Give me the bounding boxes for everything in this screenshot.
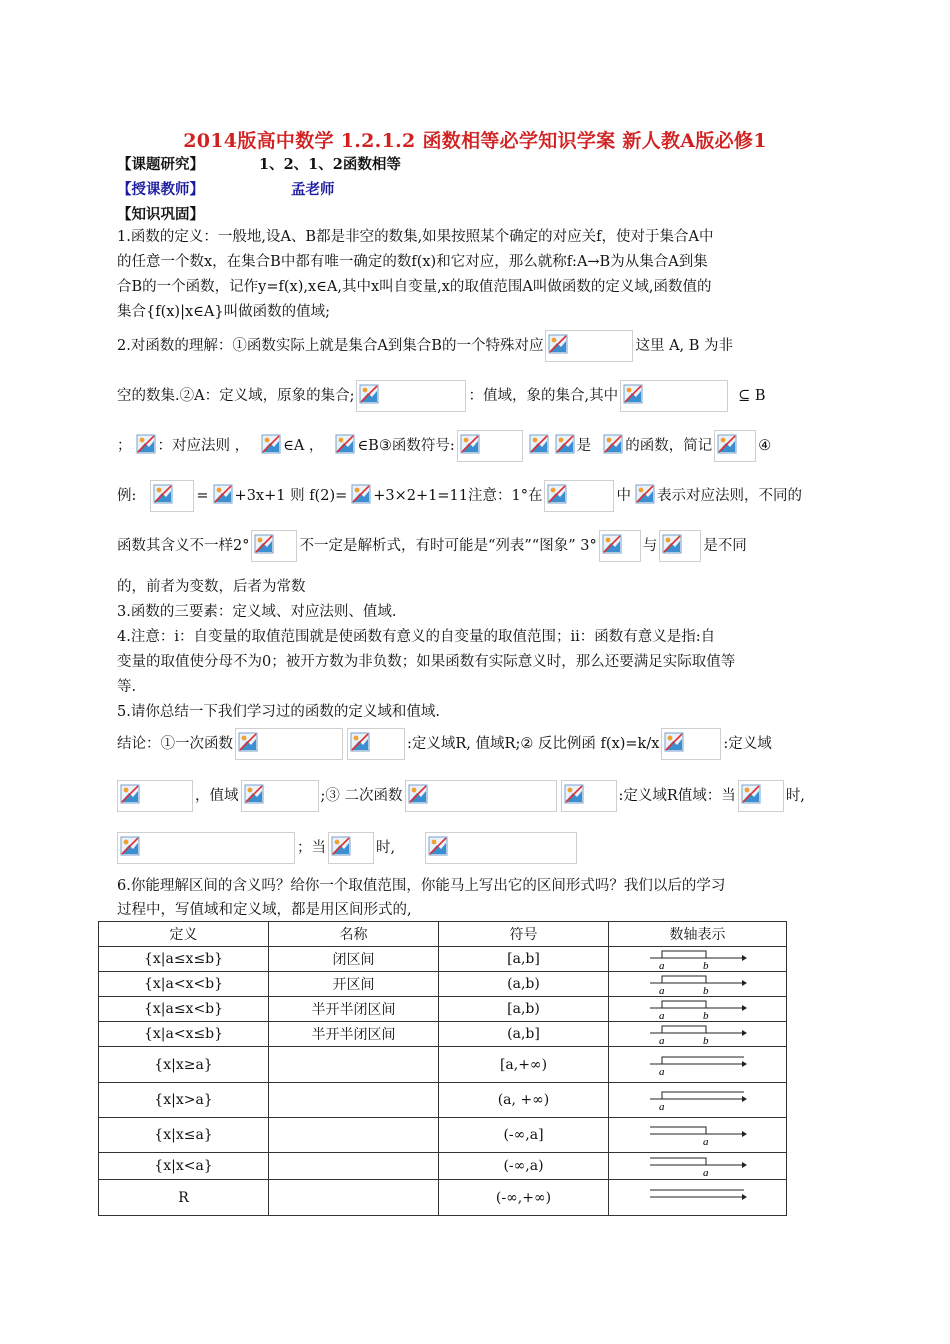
name-cell: 半开半闭区间 [269, 1022, 439, 1047]
name-cell [269, 1083, 439, 1118]
image-placeholder [661, 728, 721, 760]
axis-cell [609, 1118, 787, 1153]
text: 时, [376, 840, 396, 856]
symbol-cell: (-∞,a) [439, 1153, 609, 1180]
para5: 5.请你总结一下我们学习过的函数的定义域和值域. [117, 704, 440, 720]
text: ； [117, 438, 132, 454]
broken-image-icon [254, 534, 274, 554]
name-cell: 半开半闭区间 [269, 997, 439, 1022]
broken-image-icon [548, 334, 568, 354]
axis-label: a [658, 1035, 664, 1045]
name-cell [269, 1047, 439, 1083]
symbol-cell: [a,+∞) [439, 1047, 609, 1083]
axis-cell [609, 1083, 787, 1118]
topic-row [117, 153, 401, 174]
para4-line3: 等. [117, 679, 137, 695]
broken-image-icon [603, 434, 623, 454]
broken-image-icon [547, 484, 567, 504]
axis-cell [609, 1047, 787, 1083]
interval-bracket [650, 1158, 706, 1165]
text: ⊆ B [738, 388, 766, 404]
conclusion-line3 [117, 832, 579, 864]
definition-cell: {x|a<x≤b} [99, 1022, 269, 1047]
document-title: 2014版高中数学 1.2.1.2 函数相等必学知识学案 新人教A版必修1 [183, 130, 767, 152]
axis-label: a [658, 1101, 664, 1113]
symbol-cell: [a,b] [439, 947, 609, 972]
arrow-icon [742, 1194, 747, 1200]
broken-image-icon [335, 434, 355, 454]
para2-line5 [117, 530, 747, 562]
definition-cell: {x|x≥a} [99, 1047, 269, 1083]
broken-image-icon [428, 836, 448, 856]
text: ④ [758, 438, 772, 454]
axis-label: a [702, 1167, 708, 1178]
axis-label: a [658, 960, 664, 970]
text: 表示对应法则，不同的 [656, 488, 802, 504]
symbol-cell: (a,b) [439, 972, 609, 997]
text: ∈B③函数符号: [357, 438, 455, 454]
text: 2.对函数的理解：①函数实际上就是集合A到集合B的一个特殊对应 [117, 338, 544, 354]
arrow-icon [742, 1162, 747, 1168]
axis-cell [609, 1153, 787, 1180]
text: ∈A ， [283, 438, 324, 454]
broken-image-icon [623, 384, 643, 404]
broken-image-icon [635, 484, 655, 504]
text: +3x+1 则 f(2)= [234, 488, 348, 504]
axis-label: a [702, 1136, 708, 1148]
number-line [648, 948, 748, 970]
table-row [99, 1153, 787, 1180]
definition-cell: {x|x<a} [99, 1153, 269, 1180]
text: ：对应法则 ， [157, 438, 250, 454]
broken-image-icon [408, 784, 428, 804]
table-row [99, 1118, 787, 1153]
arrow-icon [742, 1030, 747, 1036]
text: 时, [785, 788, 805, 804]
para1-line2: 的任意一个数x，在集合B中都有唯一确定的数f(x)和它对应，那么就称f:A→B为从集合A到集 [117, 254, 708, 270]
teacher-label: 【授课教师】 [117, 181, 204, 198]
definition-cell: {x|x≤a} [99, 1118, 269, 1153]
symbol-cell: (a,b] [439, 1022, 609, 1047]
para4-line1: 4.注意：i：自变量的取值范围就是使函数有意义的自变量的取值范围；ii：函数有意义是指:自 [117, 629, 716, 645]
text: :定义域R, 值域R;② 反比例函 f(x)=k/x [407, 736, 660, 752]
para2-line4 [117, 480, 802, 512]
axis-label: a [658, 1065, 664, 1078]
image-placeholder [601, 431, 623, 461]
broken-image-icon [741, 784, 761, 804]
image-placeholder [714, 430, 756, 462]
broken-image-icon [529, 434, 549, 454]
axis-cell [609, 1022, 787, 1047]
text: 例: [117, 488, 137, 504]
image-placeholder [251, 530, 297, 562]
axis-label: b [702, 1010, 708, 1020]
number-line [648, 1050, 748, 1080]
symbol-cell: [a,b) [439, 997, 609, 1022]
arrow-icon [742, 1061, 747, 1067]
text: 这里 A, B 为非 [635, 338, 734, 354]
table-row [99, 1083, 787, 1118]
teacher-value: 孟老师 [291, 181, 335, 198]
broken-image-icon [664, 732, 684, 752]
image-placeholder [328, 832, 374, 864]
header-axis: 数轴表示 [609, 922, 787, 947]
symbol-cell: (-∞,+∞) [439, 1180, 609, 1216]
text: 函数其含义不一样2° [117, 538, 250, 554]
para1-line3: 合B的一个函数，记作y=f(x),x∈A,其中x叫自变量,x的取值范围A叫做函数的定义域,函数值的 [117, 279, 712, 295]
image-placeholder [659, 530, 701, 562]
broken-image-icon [555, 434, 575, 454]
image-placeholder [150, 480, 194, 512]
text: 结论：①一次函数 [117, 736, 233, 752]
text: ；当 [297, 840, 326, 856]
broken-image-icon [460, 434, 480, 454]
axis-label: b [702, 985, 708, 995]
broken-image-icon [153, 484, 173, 504]
number-line [648, 1023, 748, 1045]
axis-cell [609, 972, 787, 997]
table-row [99, 997, 787, 1022]
image-placeholder [211, 481, 233, 511]
image-placeholder [527, 431, 549, 461]
broken-image-icon [662, 534, 682, 554]
table-row [99, 1180, 787, 1216]
interval-bracket [662, 1092, 744, 1099]
header-name: 名称 [269, 922, 439, 947]
text: 中 [616, 488, 631, 504]
image-placeholder [349, 481, 371, 511]
para2-line2 [117, 380, 766, 412]
conclusion-line2 [117, 780, 805, 812]
number-line [648, 973, 748, 995]
table-row [99, 1022, 787, 1047]
image-placeholder [356, 380, 466, 412]
name-cell [269, 1118, 439, 1153]
para3: 3.函数的三要素：定义域、对应法则、值域. [117, 604, 397, 620]
axis-cell [609, 997, 787, 1022]
para6-line2: 过程中，写值域和定义域，都是用区间形式的, [117, 902, 412, 918]
symbol-cell: (-∞,a] [439, 1118, 609, 1153]
broken-image-icon [261, 434, 281, 454]
arrow-icon [742, 980, 747, 986]
name-cell: 开区间 [269, 972, 439, 997]
text: 空的数集.②A：定义域，原象的集合; [117, 388, 355, 404]
interval-table [98, 921, 787, 1216]
name-cell: 闭区间 [269, 947, 439, 972]
broken-image-icon [717, 434, 737, 454]
definition-cell: {x|a≤x≤b} [99, 947, 269, 972]
broken-image-icon [331, 836, 351, 856]
broken-image-icon [120, 836, 140, 856]
para2-line6: 的，前者为变数，后者为常数 [117, 579, 306, 595]
broken-image-icon [602, 534, 622, 554]
text: 是不同 [703, 538, 747, 554]
table-row [99, 947, 787, 972]
text: ，值域 [195, 788, 239, 804]
broken-image-icon [351, 484, 371, 504]
text: 的函数，简记 [625, 438, 713, 454]
arrow-icon [742, 1131, 747, 1137]
name-cell [269, 1180, 439, 1216]
broken-image-icon [359, 384, 379, 404]
axis-cell [609, 1180, 787, 1216]
teacher-row [117, 178, 335, 199]
interval-bracket [662, 976, 706, 983]
broken-image-icon [136, 434, 156, 454]
number-line [648, 998, 748, 1020]
interval-bracket [662, 1057, 744, 1064]
text: ;③ 二次函数 [320, 788, 403, 804]
definition-cell: {x|a≤x<b} [99, 997, 269, 1022]
axis-cell [609, 947, 787, 972]
text: :定义域 [723, 736, 772, 752]
para4-line2: 变量的取值使分母不为0；被开方数为非负数；如果函数有实际意义时，那么还要满足实际取值等 [117, 654, 736, 670]
image-placeholder [235, 728, 343, 760]
arrow-icon [742, 1096, 747, 1102]
text: 与 [642, 538, 658, 554]
image-placeholder [620, 380, 728, 412]
table-row [99, 972, 787, 997]
image-placeholder [347, 728, 405, 760]
broken-image-icon [213, 484, 233, 504]
broken-image-icon [350, 732, 370, 752]
text: = [196, 488, 209, 504]
interval-bracket [662, 1001, 706, 1008]
number-line [648, 1085, 748, 1115]
interval-bracket [650, 1127, 706, 1134]
axis-label: b [702, 960, 708, 970]
image-placeholder [405, 780, 557, 812]
header-definition: 定义 [99, 922, 269, 947]
axis-label: b [702, 1035, 708, 1045]
text: 是 [576, 438, 592, 454]
text: +3×2+1=11注意：1°在 [373, 488, 543, 504]
para1-line1: 1.函数的定义：一般地,设A、B都是非空的数集,如果按照某个确定的对应关f，使对于集合A中 [117, 229, 714, 245]
axis-label: a [658, 985, 664, 995]
broken-image-icon [238, 732, 258, 752]
axis-label: a [658, 1010, 664, 1020]
symbol-cell: (a, +∞) [439, 1083, 609, 1118]
image-placeholder [738, 780, 784, 812]
topic-value: 1、2、1、2函数相等 [259, 156, 401, 173]
image-placeholder [544, 480, 614, 512]
para1-line4: 集合{f(x)|x∈A}叫做函数的值域; [117, 304, 330, 320]
definition-cell: {x|a<x<b} [99, 972, 269, 997]
text: ：值域，象的集合,其中 [468, 388, 619, 404]
table-row [99, 1047, 787, 1083]
image-placeholder [241, 780, 319, 812]
arrow-icon [742, 1005, 747, 1011]
image-placeholder [425, 832, 577, 864]
image-placeholder [259, 431, 281, 461]
number-line [648, 1154, 748, 1178]
para2-line3 [117, 430, 771, 462]
interval-bracket [662, 1026, 706, 1033]
image-placeholder [457, 430, 523, 462]
text: 不一定是解析式，有时可能是“列表”“图象” 3° [299, 538, 597, 554]
number-line [648, 1120, 748, 1150]
arrow-icon [742, 955, 747, 961]
image-placeholder [134, 431, 156, 461]
header-symbol: 符号 [439, 922, 609, 947]
broken-image-icon [120, 784, 140, 804]
image-placeholder [633, 481, 655, 511]
name-cell [269, 1153, 439, 1180]
para2-line1 [117, 330, 733, 362]
image-placeholder [117, 780, 193, 812]
text: :定义域R值域：当 [618, 788, 736, 804]
topic-label: 【课题研究】 [117, 156, 204, 173]
image-placeholder [553, 431, 575, 461]
definition-cell: {x|x>a} [99, 1083, 269, 1118]
conclusion-line1 [117, 728, 772, 760]
definition-cell: R [99, 1180, 269, 1216]
image-placeholder [561, 780, 617, 812]
interval-bracket [662, 951, 706, 958]
knowledge-label: 【知识巩固】 [117, 206, 204, 223]
table-header-row [99, 922, 787, 947]
image-placeholder [545, 330, 633, 362]
image-placeholder [117, 832, 295, 864]
broken-image-icon [244, 784, 264, 804]
image-placeholder [333, 431, 355, 461]
number-line [648, 1183, 748, 1213]
image-placeholder [599, 530, 641, 562]
para6-line1: 6.你能理解区间的含义吗？给你一个取值范围，你能马上写出它的区间形式吗？我们以后的学习 [117, 878, 726, 894]
broken-image-icon [564, 784, 584, 804]
